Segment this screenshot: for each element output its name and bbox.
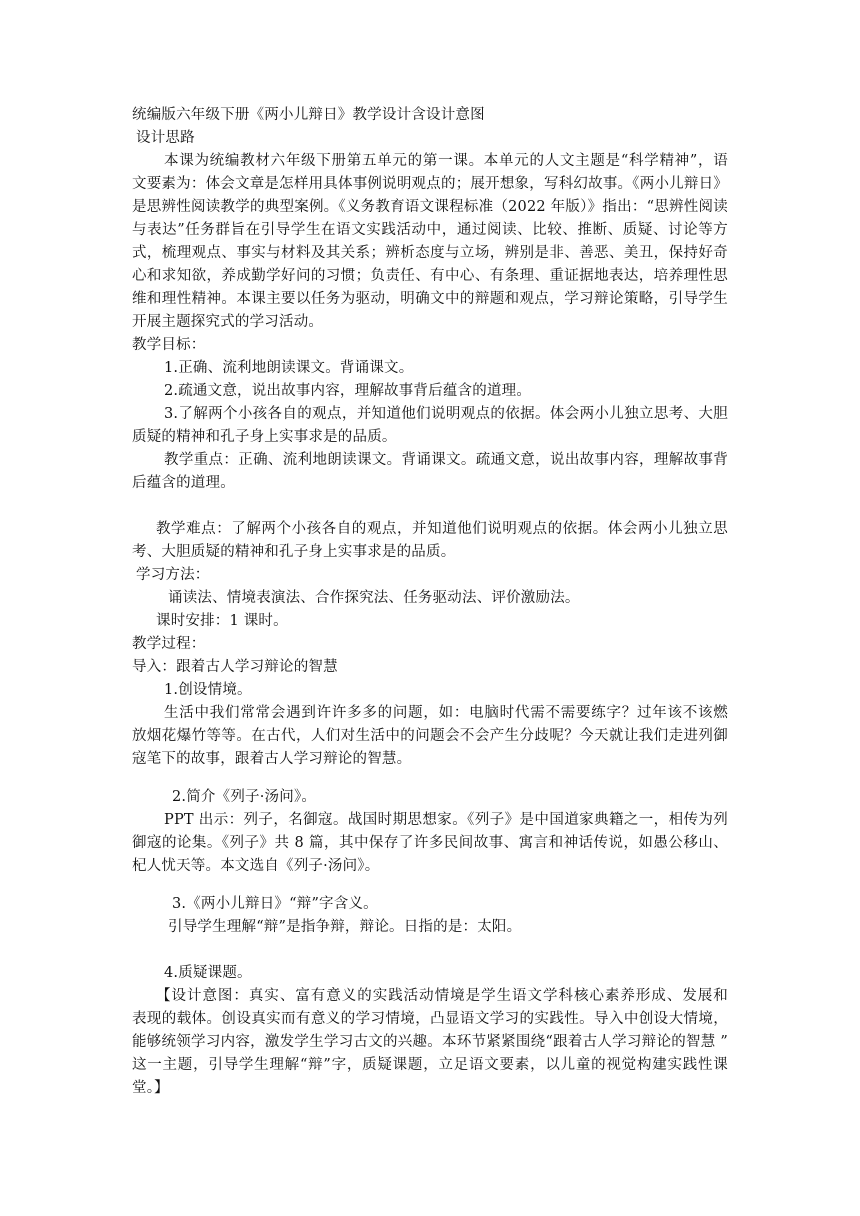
design-intent-line: 这一主题，引导学生理解“辩”字，质疑课题，立足语文要素，以儿童的视觉构建实践性课 (132, 1057, 728, 1073)
design-paragraph-line: 维和理性精神。本课主要以任务为驱动，明确文中的辩题和观点，学习辩论策略，引导学生 (132, 291, 728, 307)
step3-title: 3.《两小儿辩日》“辩”字含义。 (172, 896, 378, 912)
design-intent-line: 表现的载体。创设真实而有意义的学习情境，凸显语文学习的实践性。导入中创设大情境， (132, 1011, 728, 1027)
step2-text-line: 杞人忧天等。本文选自《列子·汤问》。 (132, 858, 380, 874)
design-paragraph-line: 式，梳理观点、事实与材料及其关系；辨析态度与立场，辨别是非、善恶、美丑，保持好奇 (132, 245, 728, 261)
goal-item: 2.疏通文意，说出故事内容，理解故事背后蕴含的道理。 (164, 383, 532, 399)
design-paragraph-line: 文要素为：体会文章是怎样用具体事例说明观点的；展开想象，写科幻故事。《两小儿辩日》 (132, 176, 728, 192)
schedule-text: 课时安排：1 课时。 (156, 613, 288, 629)
goal-item: 1.正确、流利地朗读课文。背诵课文。 (164, 360, 414, 376)
step3-text: 引导学生理解“辩”是指争辩，辩论。日指的是：太阳。 (168, 919, 522, 935)
methods-heading: 学习方法： (136, 567, 210, 583)
step1-text-line: 放烟花爆竹等等。在古代，人们对生活中的问题会不会产生分歧呢？今天就让我们走进列御 (132, 728, 728, 744)
goals-heading: 教学目标： (132, 337, 206, 353)
difficult-points: 教学难点：了解两个小孩各自的观点，并知道他们说明观点的依据。体会两小儿独立思 (156, 521, 728, 537)
step1-title: 1.创设情境。 (164, 682, 252, 698)
doc-title: 统编版六年级下册《两小儿辩日》教学设计含设计意图 (132, 107, 485, 123)
step2-title: 2.简介《列子·汤问》。 (172, 789, 317, 805)
design-paragraph-line: 开展主题探究式的学习活动。 (132, 314, 324, 330)
intro-heading: 导入：跟着古人学习辩论的智慧 (132, 659, 338, 675)
step1-text-line: 生活中我们常常会遇到许许多多的问题，如：电脑时代需不需要练字？过年该不该燃 (164, 705, 728, 721)
design-intent-line: 能够统领学习内容，激发学生学习古文的兴趣。本环节紧紧围绕“跟着古人学习辩论的智慧 ” (132, 1034, 728, 1050)
design-paragraph-line: 本课为统编教材六年级下册第五单元的第一课。本单元的人文主题是“科学精神”，语 (164, 153, 728, 169)
step4-title: 4.质疑课题。 (164, 965, 252, 981)
goal-item-cont: 质疑的精神和孔子身上实事求是的品质。 (132, 429, 397, 445)
design-paragraph-line: 心和求知欲，养成勤学好问的习惯；负责任、有中心、有条理、重证据地表达，培养理性思 (132, 268, 728, 284)
step2-text-line: PPT 出示：列子，名御寇。战国时期思想家。《列子》是中国道家典籍之一，相传为列 (164, 812, 728, 828)
goal-item: 3.了解两个小孩各自的观点，并知道他们说明观点的依据。体会两小儿独立思考、大胆 (164, 406, 728, 422)
design-intent-line: 【设计意图：真实、富有意义的实践活动情境是学生语文学科核心素养形成、发展和 (156, 988, 728, 1004)
design-intent-line: 堂。】 (132, 1080, 169, 1096)
methods-text: 诵读法、情境表演法、合作探究法、任务驱动法、评价激励法。 (168, 590, 580, 606)
process-heading: 教学过程： (132, 636, 206, 652)
key-points: 教学重点：正确、流利地朗读课文。背诵课文。疏通文意，说出故事内容，理解故事背 (164, 452, 728, 468)
difficult-points-cont: 考、大胆质疑的精神和孔子身上实事求是的品质。 (132, 544, 456, 560)
step1-text-line: 寇笔下的故事，跟着古人学习辩论的智慧。 (132, 751, 412, 767)
key-points-cont: 后蕴含的道理。 (132, 475, 235, 491)
design-heading: 设计思路 (136, 130, 195, 146)
design-paragraph-line: 是思辨性阅读教学的典型案例。《义务教育语文课程标准（2022 年版）》指出：“思辨性阅读 (132, 199, 728, 215)
step2-text-line: 御寇的论集。《列子》共 8 篇，其中保存了许多民间故事、寓言和神话传说，如愚公移山、 (132, 835, 728, 851)
design-paragraph-line: 与表达”任务群旨在引导学生在语文实践活动中，通过阅读、比较、推断、质疑、讨论等方 (132, 222, 728, 238)
